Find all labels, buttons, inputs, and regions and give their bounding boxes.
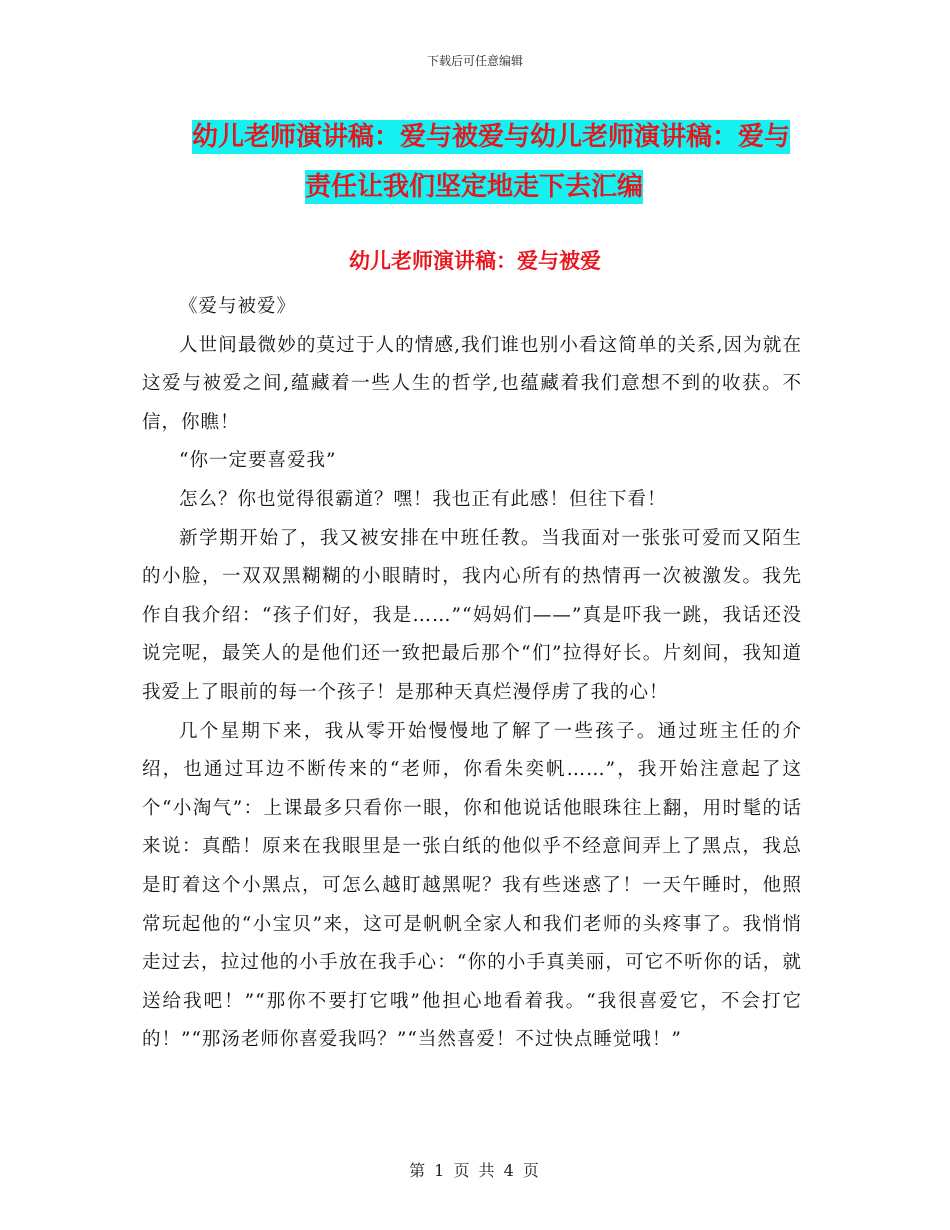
paragraph: 怎么？你也觉得很霸道？嘿！我也正有此感！但往下看！ [179, 488, 667, 510]
paragraph: 几个星期下来，我从零开始慢慢地了解了一些孩子。通过班主任的介绍，也通过耳边不断传来的“老师，你看朱奕帆……”，我开始注意起了这个“小淘气”：上课最多只看你一眼，你和他说话他眼珠往上翻，用时髦的话来说：真酷！原来在我眼里是一张白纸的他似乎不经意间弄上了黑点，我总是盯着这个小黑点，可怎么越盯越黑呢？我有些迷惑了！一天午睡时，他照常玩起他的“小宝贝”来，这可是帆帆全家人和我们老师的头疼事了。我悄悄走过去，拉过他的小手放在我手心：“你的小手真美丽，可它不听你的话，就送给我吧！”“那你不要打它哦”他担心地看着我。“我很喜爱它，不会打它的！”“那汤老师你喜爱我吗？”“当然喜爱！不过快点睡觉哦！” [142, 720, 802, 1051]
page-header-note: 下载后可任意编辑 [426, 54, 523, 68]
paragraph: 人世间最微妙的莫过于人的情感,我们谁也别小看这简单的关系,因为就在这爱与被爱之间,蕴藏着一些人生的哲学,也蕴藏着我们意想不到的收获。不信，你瞧！ [142, 334, 802, 433]
paragraph-quote: “你一定要喜爱我” [179, 450, 337, 472]
paragraph-book-title: 《爱与被爱》 [179, 296, 297, 317]
title-line-1: 幼儿老师演讲稿：爱与被爱与幼儿老师演讲稿：爱与 [192, 122, 791, 152]
document-title [140, 112, 820, 212]
body-text [142, 288, 802, 1060]
paragraph: 新学期开始了，我又被安排在中班任教。当我面对一张张可爱而又陌生的小脸，一双双黑糊糊的小眼睛时，我内心所有的热情再一次被激发。我先作自我介绍：“孩子们好，我是……”“妈妈们——”真是吓我一跳，我话还没说完呢，最笑人的是他们还一致把最后那个“们”拉得好长。片刻间，我知道我爱上了眼前的每一个孩子！是那种天真烂漫俘虏了我的心！ [142, 527, 802, 703]
page-number-footer: 第 1 页 共 4 页 [409, 1161, 541, 1180]
section-title: 幼儿老师演讲稿：爱与被爱 [349, 249, 601, 273]
title-line-2: 责任让我们坚定地走下去汇编 [305, 172, 644, 202]
